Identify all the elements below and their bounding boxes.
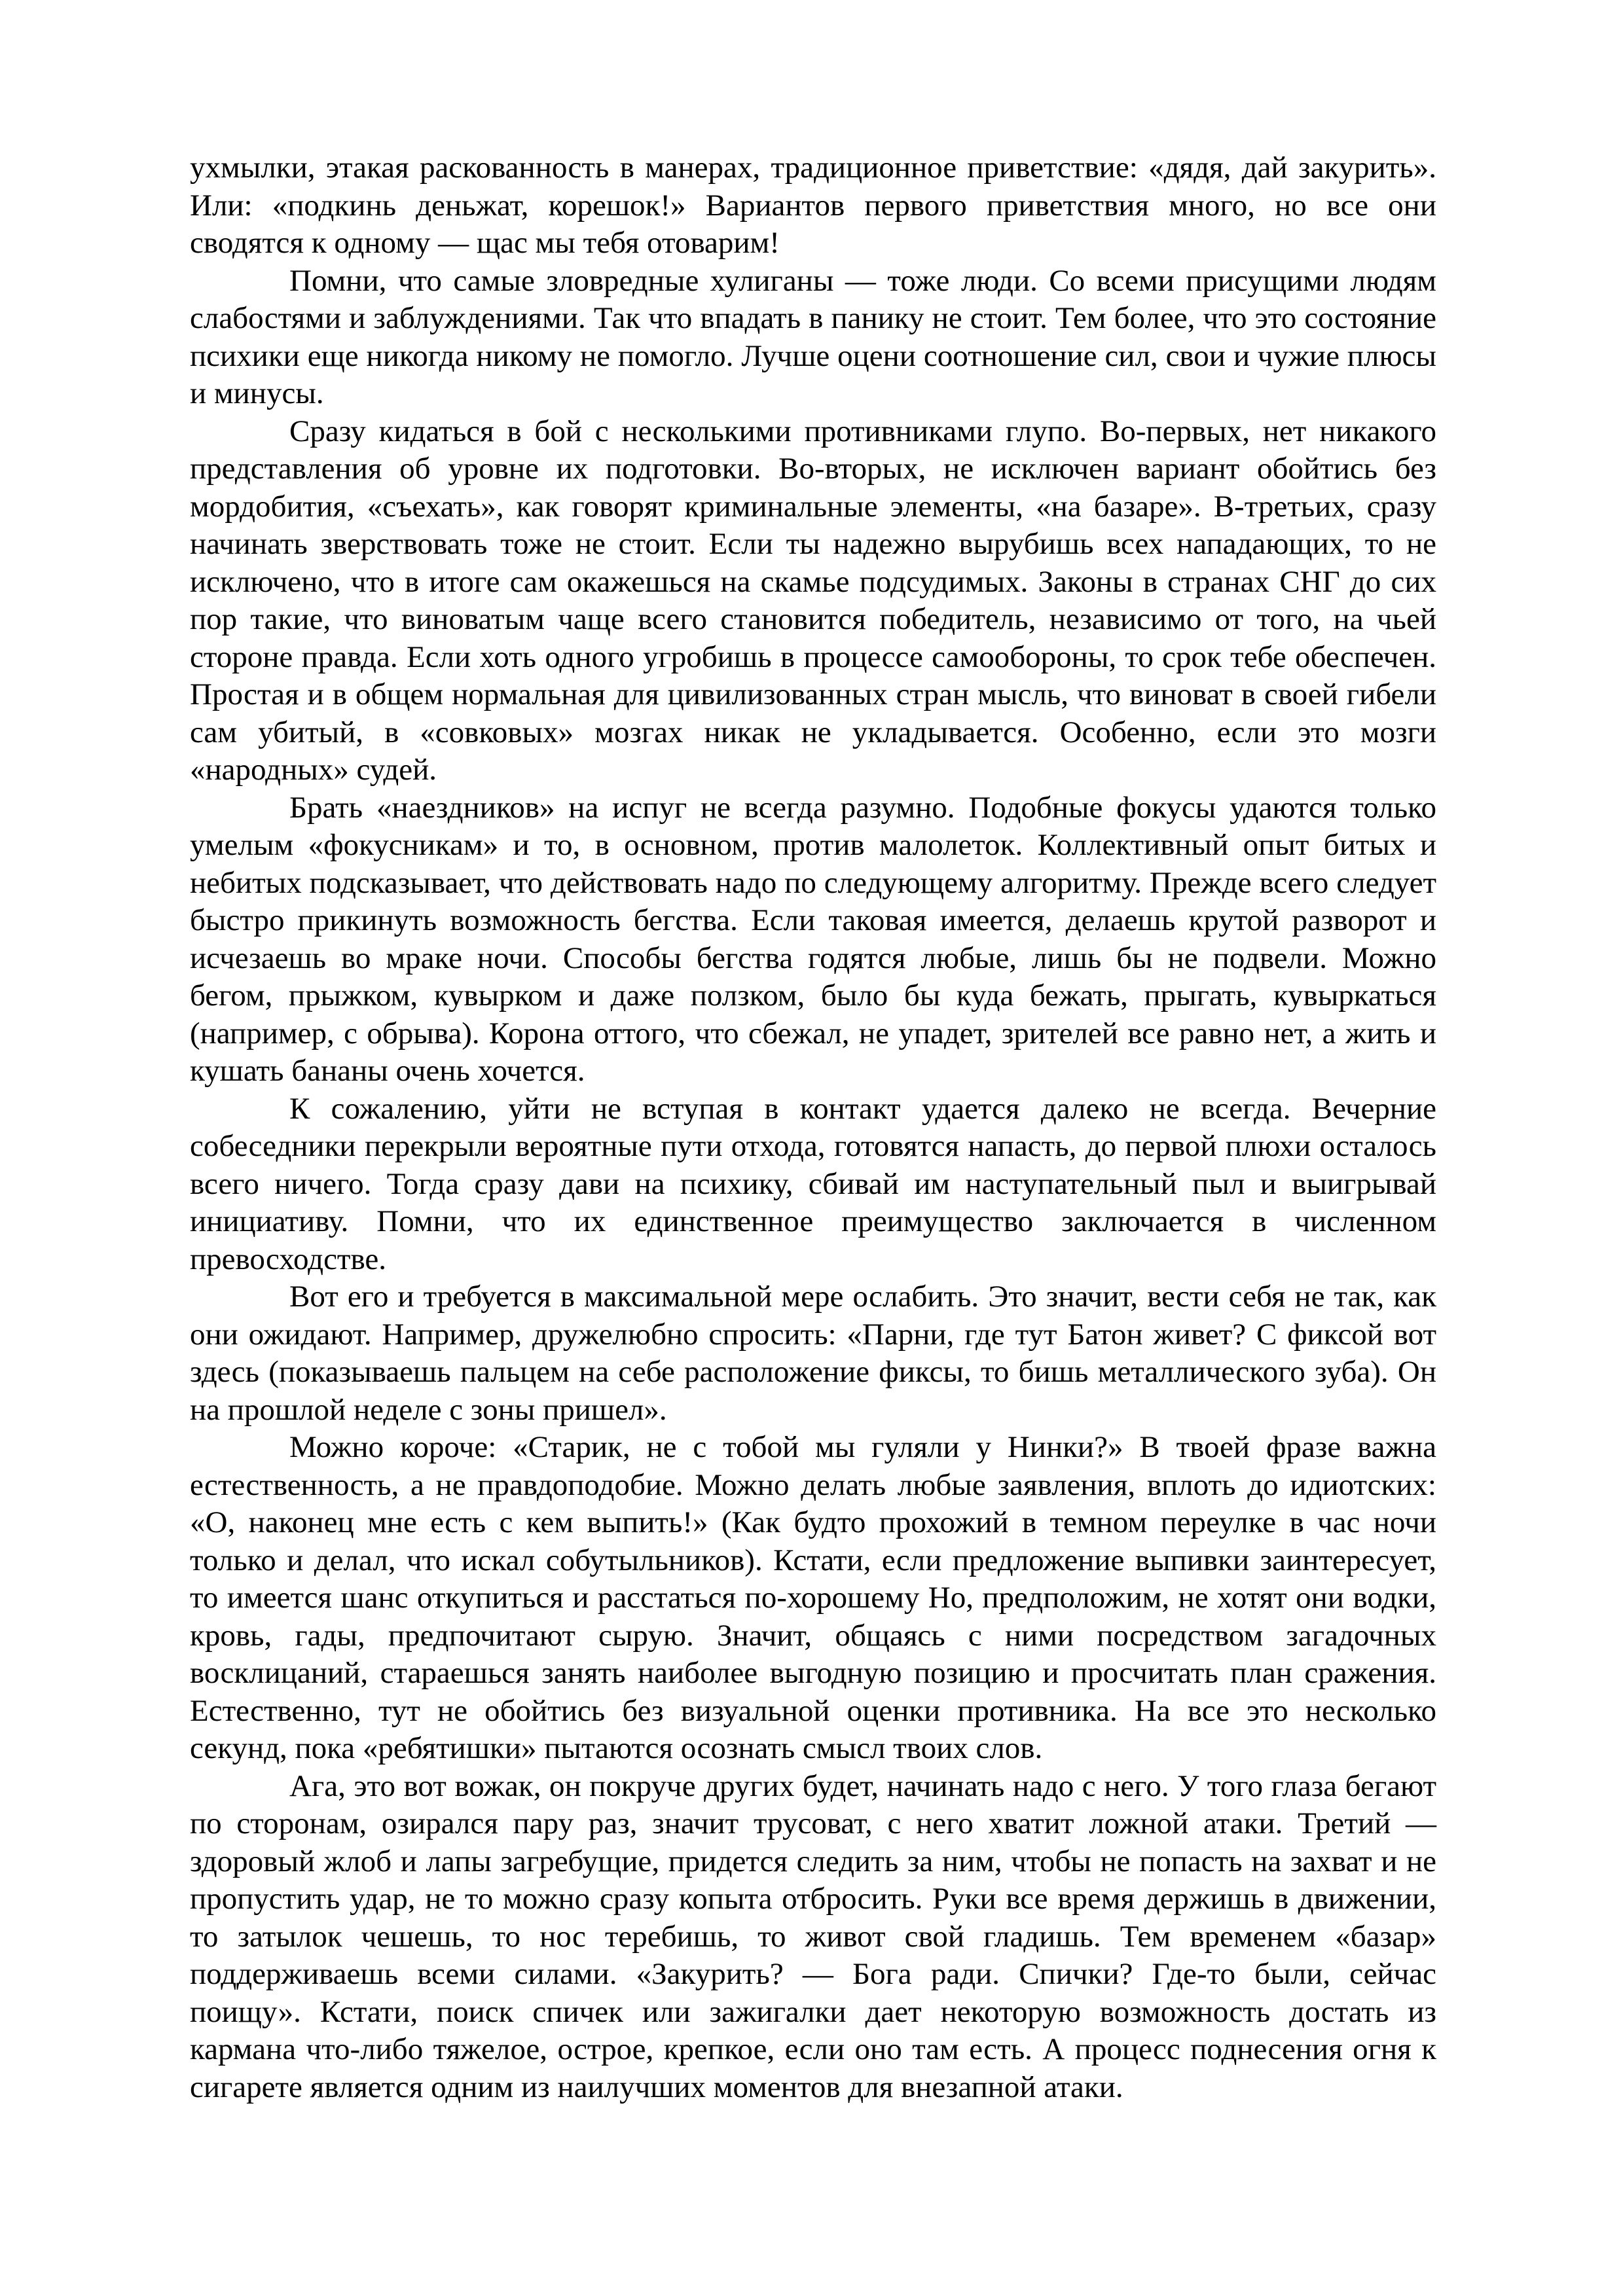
document-page [190,149,1436,2106]
paragraph-2: Помни, что самые зловредные хулиганы — тоже люди. Со всеми присущими людям слабостями и заблуждениями. Так что впадать в панику не стоит. Тем более, что это состояние психики еще никогда никому не помогло. Лучше оцени соотношение сил, свои и чужие плюсы и минусы. [190,263,1436,410]
paragraph-5: К сожалению, уйти не вступая в контакт удается далеко не всегда. Вечерние собеседники перекрыли вероятные пути отхода, готовятся напасть, до первой плюхи осталось всего ничего. Тогда сразу дави на психику, сбивай им наступательный пыл и выигрывай инициативу. Помни, что их единственное преимущество заключается в численном превосходстве. [190,1091,1436,1276]
paragraph-4: Брать «наездников» на испуг не всегда разумно. Подобные фокусы удаются только умелым «фокусникам» и то, в основном, против малолеток. Коллективный опыт битых и небитых подсказывает, что действовать надо по следующему алгоритму. Прежде всего следует быстро прикинуть возможность бегства. Если таковая имеется, делаешь крутой разворот и исчезаешь во мраке ночи. Способы бегства годятся любые, лишь бы не подвели. Можно бегом, прыжком, кувырком и даже ползком, было бы куда бежать, прыгать, кувыркаться (например, с обрыва). Корона оттого, что сбежал, не упадет, зрителей все равно нет, а жить и кушать бананы очень хочется. [190,790,1436,1088]
paragraph-6: Вот его и требуется в максимальной мере ослабить. Это значит, вести себя не так, как они ожидают. Например, дружелюбно спросить: «Парни, где тут Батон живет? С фиксой вот здесь (показываешь пальцем на себе расположение фиксы, то бишь металлического зуба). Он на прошлой неделе с зоны пришел». [190,1280,1436,1427]
paragraph-3: Сразу кидаться в бой с несколькими противниками глупо. Во-первых, нет никакого представления об уровне их подготовки. Во-вторых, не исключен вариант обойтись без мордобития, «съехать», как говорят криминальные элементы, «на базаре». В-третьих, сразу начинать зверствовать тоже не стоит. Если ты надежно вырубишь всех нападающих, то не исключено, что в итоге сам окажешься на скамье подсудимых. Законы в странах СНГ до сих пор такие, что виноватым чаще всего становится победитель, независимо от того, на чьей стороне правда. Если хоть одного угробишь в процессе самообороны, то срок тебе обеспечен. Простая и в общем нормальная для цивилизованных стран мысль, что виноват в своей гибели сам убитый, в «совковых» мозгах никак не укладывается. Особенно, если это мозги «народных» судей. [190,414,1436,787]
paragraph-1: ухмылки, этакая раскованность в манерах, традиционное приветствие: «дядя, дай закурить». Или: «подкинь деньжат, корешок!» Вариантов первого приветствия много, но все они сводятся к одному — щас мы тебя отоварим! [190,151,1436,260]
paragraph-7: Можно короче: «Старик, не с тобой мы гуляли у Нинки?» В твоей фразе важна естественность, а не правдоподобие. Можно делать любые заявления, вплоть до идиотских: «О, наконец мне есть с кем выпить!» (Как будто прохожий в темном переулке в час ночи только и делал, что искал собутыльников). Кстати, если предложение выпивки заинтересует, то имеется шанс откупиться и расстаться по-хорошему Но, предположим, не хотят они водки, кровь, гады, предпочитают сырую. Значит, общаясь с ними посредством загадочных восклицаний, стараешься занять наиболее выгодную позицию и просчитать план сражения. Естественно, тут не обойтись без визуальной оценки противника. На все это несколько секунд, пока «ребятишки» пытаются осознать смысл твоих слов. [190,1430,1436,1765]
paragraph-8: Ага, это вот вожак, он покруче других будет, начинать надо с него. У того глаза бегают по сторонам, озирался пару раз, значит трусоват, с него хватит ложной атаки. Третий — здоровый жлоб и лапы загребущие, придется следить за ним, чтобы не попасть на захват и не пропустить удар, не то можно сразу копыта отбросить. Руки все время держишь в движении, то затылок чешешь, то нос теребишь, то живот свой гладишь. Тем временем «базар» поддерживаешь всеми силами. «Закурить? — Бога ради. Спички? Где-то были, сейчас поищу». Кстати, поиск спичек или зажигалки дает некоторую возможность достать из кармана что-либо тяжелое, острое, крепкое, если оно там есть. А процесс поднесения огня к сигарете является одним из наилучших моментов для внезапной атаки. [190,1768,1436,2104]
